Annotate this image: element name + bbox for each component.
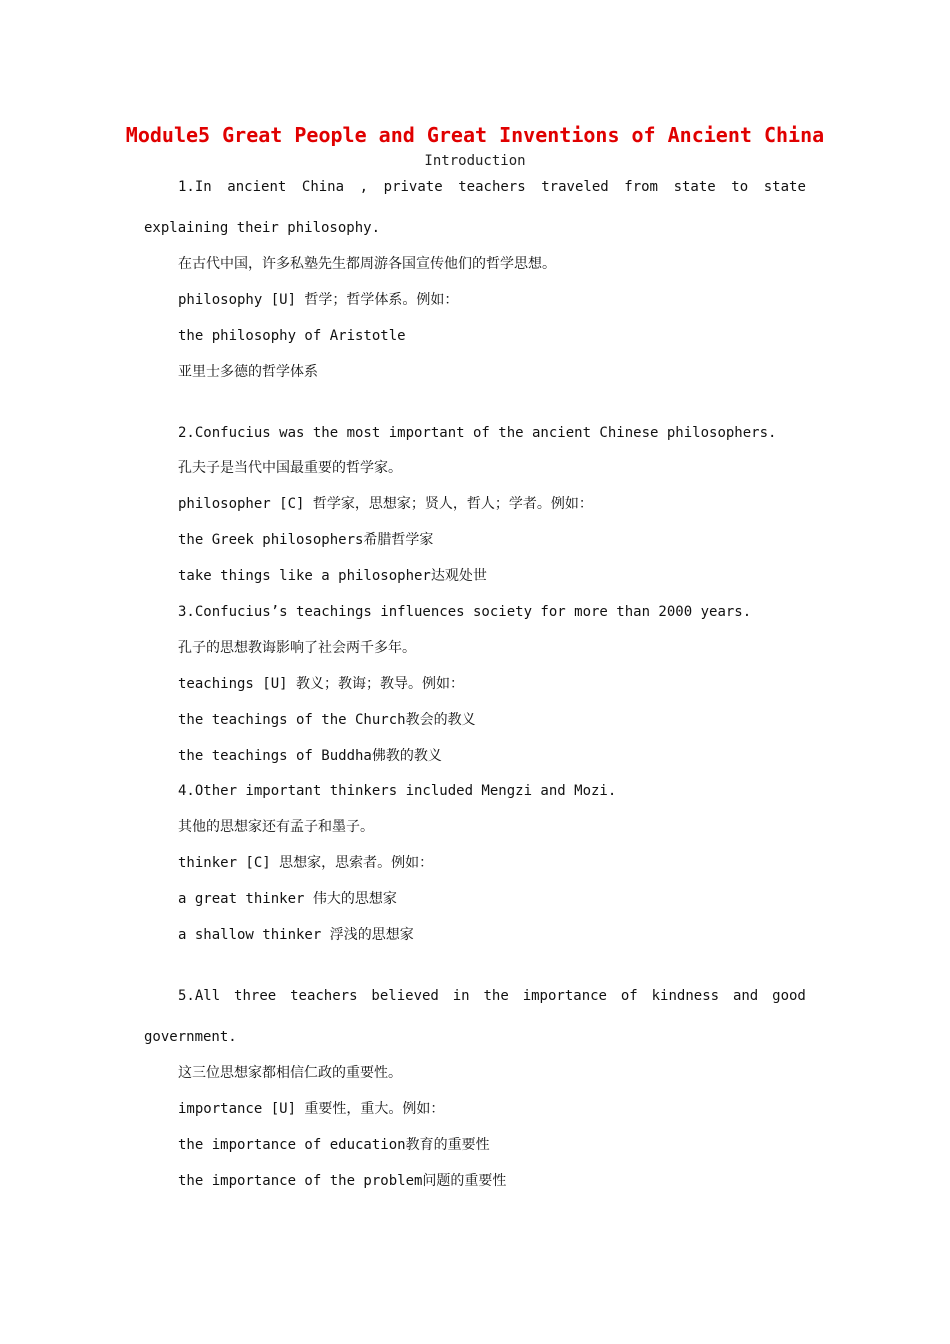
- example-3-2: the teachings of Buddha佛教的教义: [178, 748, 442, 764]
- example-2-2: take things like a philosopher达观处世: [178, 568, 487, 584]
- sentence-5-translation: 这三位思想家都相信仁政的重要性。: [178, 1065, 402, 1081]
- definition-importance: importance [U] 重要性，重大。例如：: [178, 1101, 445, 1117]
- word: private: [383, 179, 443, 195]
- example-5-2: the importance of the problem问题的重要性: [178, 1173, 507, 1189]
- word: traveled: [541, 179, 609, 195]
- example-1-1-translation: 亚里士多德的哲学体系: [178, 364, 318, 380]
- word: and: [732, 988, 759, 1004]
- word: China: [301, 179, 345, 195]
- document-subtitle: Introduction: [424, 153, 526, 169]
- definition-teachings: teachings [U] 教义；教诲；教导。例如：: [178, 676, 465, 692]
- definition-thinker: thinker [C] 思想家，思索者。例如：: [178, 855, 434, 871]
- example-1-1: the philosophy of Aristotle: [178, 328, 406, 344]
- word: 1.In: [178, 179, 212, 195]
- sentence-2-translation: 孔夫子是当代中国最重要的哲学家。: [178, 460, 402, 476]
- word: teachers: [458, 179, 526, 195]
- word: ancient: [227, 179, 287, 195]
- sentence-4-translation: 其他的思想家还有孟子和墨子。: [178, 819, 374, 835]
- word: to: [731, 179, 749, 195]
- word: state: [763, 179, 806, 195]
- word: kindness: [651, 988, 720, 1004]
- sentence-5-justified: [178, 987, 806, 1005]
- sentence-1-translation: 在古代中国，许多私塾先生都周游各国宣传他们的哲学思想。: [178, 256, 556, 272]
- word: the: [483, 988, 509, 1004]
- example-2-1: the Greek philosophers希腊哲学家: [178, 532, 434, 548]
- sentence-3-translation: 孔子的思想教诲影响了社会两千多年。: [178, 640, 416, 656]
- word: good: [772, 988, 806, 1004]
- word: from: [624, 179, 658, 195]
- document-title: Module5 Great People and Great Inventions of Ancient China: [125, 123, 825, 147]
- sentence-4: 4.Other important thinkers included Mengzi and Mozi.: [178, 783, 617, 799]
- word: 5.All: [178, 988, 221, 1004]
- sentence-5-continued: government.: [144, 1029, 237, 1045]
- word: in: [452, 988, 470, 1004]
- definition-philosophy: philosophy [U] 哲学；哲学体系。例如：: [178, 292, 459, 308]
- word: believed: [371, 988, 439, 1004]
- definition-philosopher: philosopher [C] 哲学家，思想家；贤人，哲人；学者。例如：: [178, 496, 593, 512]
- word: importance: [522, 988, 607, 1004]
- sentence-1-justified: [178, 178, 806, 196]
- example-3-1: the teachings of the Church教会的教义: [178, 712, 476, 728]
- word: teachers: [290, 988, 358, 1004]
- example-4-2: a shallow thinker 浮浅的思想家: [178, 927, 414, 943]
- word: ,: [359, 179, 369, 195]
- example-4-1: a great thinker 伟大的思想家: [178, 891, 397, 907]
- sentence-2: 2.Confucius was the most important of the ancient Chinese philosophers.: [178, 425, 777, 441]
- word: of: [620, 988, 638, 1004]
- sentence-3: 3.Confucius’s teachings influences society for more than 2000 years.: [178, 604, 752, 620]
- word: state: [673, 179, 716, 195]
- sentence-1-continued: explaining their philosophy.: [144, 220, 381, 236]
- word: three: [234, 988, 277, 1004]
- example-5-1: the importance of education教育的重要性: [178, 1137, 490, 1153]
